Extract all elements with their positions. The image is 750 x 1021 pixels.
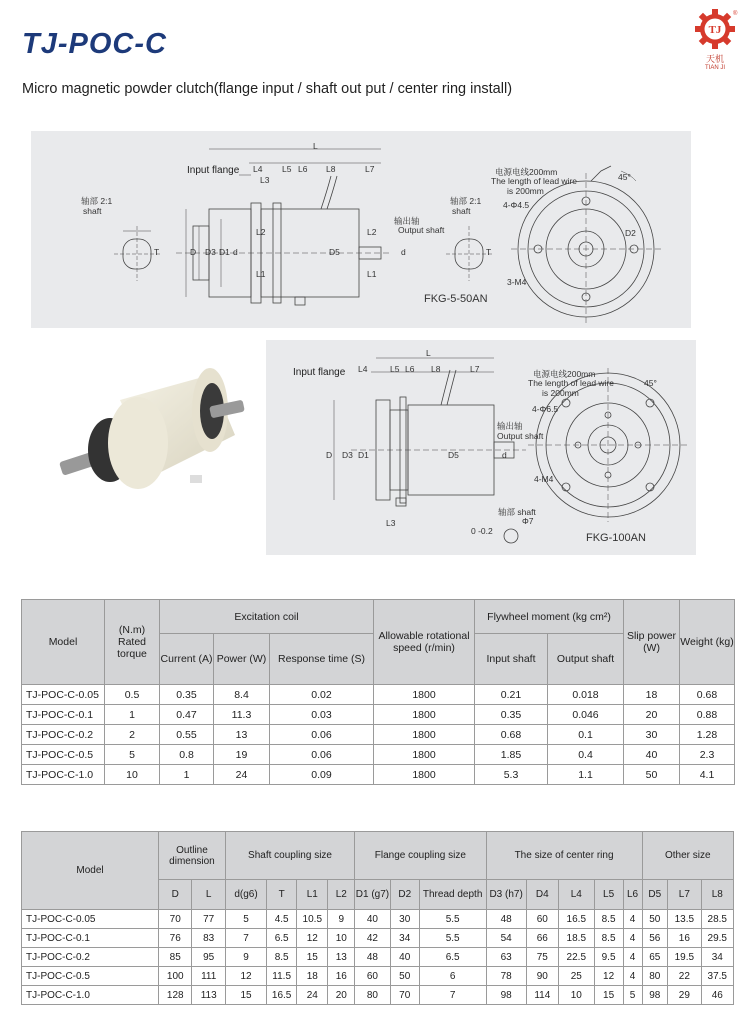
table-row <box>22 986 734 1005</box>
table-cell: 16 <box>328 967 355 986</box>
svg-text:®: ® <box>733 11 738 17</box>
col-power: Power (W) <box>214 634 270 685</box>
table-cell: 15 <box>297 948 328 967</box>
dim-l5: L5 <box>282 164 292 174</box>
table-cell: 30 <box>624 725 680 745</box>
dim-d-output: d <box>401 247 406 257</box>
col2-sub-header: L5 <box>594 880 623 910</box>
table-cell: 4.5 <box>267 910 297 929</box>
lead-wire-en1: The length of lead wire <box>491 176 577 186</box>
key-label: Φ7 <box>522 516 534 526</box>
col2-sub-header: D2 <box>390 880 419 910</box>
dimension-spec-table <box>21 831 734 1005</box>
table-cell: 19.5 <box>668 948 701 967</box>
dim2-d-output: d <box>502 450 507 460</box>
table-cell: 16.5 <box>558 910 594 929</box>
col2-sub-header: L1 <box>297 880 328 910</box>
col-model: Model <box>22 600 105 685</box>
table-cell: 30 <box>390 910 419 929</box>
dim-l4: L4 <box>253 164 263 174</box>
table-cell: 4.1 <box>680 765 735 785</box>
dim-t-right: T <box>486 247 492 257</box>
table-cell: 48 <box>486 910 526 929</box>
table-cell: 60 <box>526 910 558 929</box>
table-cell: 4 <box>623 929 642 948</box>
table-cell: 70 <box>159 910 192 929</box>
table-row <box>22 910 734 929</box>
technical-drawing-fkg-5-50an <box>31 131 691 328</box>
col2-model: Model <box>22 832 159 910</box>
table-cell: 0.5 <box>105 685 160 705</box>
table-cell: 20 <box>624 705 680 725</box>
dim-l1: L1 <box>256 269 266 279</box>
table-cell: 8.5 <box>594 910 623 929</box>
lead-wire2-en1: The length of lead wire <box>528 378 614 388</box>
table-cell: 70 <box>390 986 419 1005</box>
table-cell: 50 <box>390 967 419 986</box>
col2-sub-header: L6 <box>623 880 642 910</box>
table-cell: 0.35 <box>160 685 214 705</box>
table-cell: 4 <box>623 967 642 986</box>
table-cell: 16.5 <box>267 986 297 1005</box>
table-cell: 1800 <box>374 685 475 705</box>
col2-flange: Flange coupling size <box>355 832 486 880</box>
shaft-label-left-en: shaft <box>83 206 102 216</box>
dim2-d3: D3 <box>342 450 353 460</box>
col2-sub-header: L8 <box>701 880 733 910</box>
table-cell: 10 <box>328 929 355 948</box>
page-subtitle: Micro magnetic powder clutch(flange input / shaft out put / center ring install) <box>22 81 513 97</box>
table-cell: 95 <box>192 948 225 967</box>
dim2-d5: D5 <box>448 450 459 460</box>
tolerance-label: 0 -0.2 <box>471 526 493 536</box>
model-label-fkg-100an: FKG-100AN <box>586 532 646 544</box>
col2-sub-header: D5 <box>642 880 668 910</box>
col-response: Response time (S) <box>270 634 374 685</box>
model-cell: TJ-POC-C-0.5 <box>22 745 105 765</box>
dim-l7: L7 <box>365 164 375 174</box>
table-cell: 10 <box>105 765 160 785</box>
table-cell: 63 <box>486 948 526 967</box>
table-cell: 5 <box>623 986 642 1005</box>
dim2-l5: L5 <box>390 364 400 374</box>
table-cell: 11.5 <box>267 967 297 986</box>
dim-d3: D3 <box>205 247 216 257</box>
col2-sub-header: L2 <box>328 880 355 910</box>
model-cell: TJ-POC-C-0.05 <box>22 910 159 929</box>
screws-label: 3-M4 <box>507 277 527 287</box>
shaft-label-left: 轴部 2:1 <box>81 196 113 206</box>
shaft-label-right-en: shaft <box>452 206 471 216</box>
table-cell: 37.5 <box>701 967 733 986</box>
table-cell: 1.1 <box>548 765 624 785</box>
logo-english-name: TIAN JI <box>704 65 725 71</box>
table-row <box>22 705 735 725</box>
shaft-label-right: 轴部 2:1 <box>450 196 482 206</box>
table-cell: 75 <box>526 948 558 967</box>
shaft2-label: 轴部 shaft <box>498 507 536 517</box>
table-cell: 2 <box>105 725 160 745</box>
col-speed: Allowable rotational speed (r/min) <box>374 600 475 685</box>
table-cell: 83 <box>192 929 225 948</box>
input-flange-label-2: Input flange <box>293 367 346 378</box>
table-cell: 13 <box>328 948 355 967</box>
table-cell: 5.5 <box>419 910 486 929</box>
table-cell: 18 <box>624 685 680 705</box>
table-row <box>22 948 734 967</box>
table-cell: 0.06 <box>270 725 374 745</box>
svg-text:TJ: TJ <box>708 24 722 36</box>
dim-t-left: T <box>154 247 160 257</box>
table-cell: 12 <box>594 967 623 986</box>
col2-sub-header: D3 (h7) <box>486 880 526 910</box>
table-cell: 80 <box>355 986 391 1005</box>
table-cell: 40 <box>390 948 419 967</box>
table-cell: 76 <box>159 929 192 948</box>
table-cell: 10 <box>558 986 594 1005</box>
input-flange-label-1: Input flange <box>187 165 240 176</box>
table-cell: 0.47 <box>160 705 214 725</box>
table-cell: 34 <box>390 929 419 948</box>
table-cell: 0.02 <box>270 685 374 705</box>
table-cell: 9 <box>225 948 266 967</box>
table-cell: 0.1 <box>548 725 624 745</box>
table-cell: 9.5 <box>594 948 623 967</box>
table-cell: 1.28 <box>680 725 735 745</box>
output-shaft2-en: Output shaft <box>497 431 544 441</box>
table-cell: 1800 <box>374 725 475 745</box>
table-cell: 29.5 <box>701 929 733 948</box>
lead-wire-en2: is 200mm <box>507 186 544 196</box>
dim-d2: D2 <box>625 228 636 238</box>
lead-wire-cn: 电源电线200mm <box>495 167 558 177</box>
table-cell: 5.5 <box>419 929 486 948</box>
table-cell: 7 <box>225 929 266 948</box>
table-cell: 6.5 <box>419 948 486 967</box>
model-cell: TJ-POC-C-1.0 <box>22 986 159 1005</box>
table-cell: 5 <box>225 910 266 929</box>
model-cell: TJ-POC-C-0.2 <box>22 948 159 967</box>
table-cell: 19 <box>214 745 270 765</box>
table-cell: 8.5 <box>267 948 297 967</box>
table-cell: 0.68 <box>680 685 735 705</box>
model-cell: TJ-POC-C-0.5 <box>22 967 159 986</box>
col-output-shaft: Output shaft <box>548 634 624 685</box>
table-cell: 15 <box>225 986 266 1005</box>
logo-chinese-name: 天机 <box>705 55 724 65</box>
table-cell: 5 <box>105 745 160 765</box>
model-label-fkg-5-50an: FKG-5-50AN <box>424 293 488 305</box>
table-cell: 42 <box>355 929 391 948</box>
table-cell: 8.4 <box>214 685 270 705</box>
table-cell: 77 <box>192 910 225 929</box>
table-cell: 1 <box>160 765 214 785</box>
table-cell: 9 <box>328 910 355 929</box>
dim-l8: L8 <box>326 164 336 174</box>
table-row <box>22 929 734 948</box>
table-cell: 20 <box>328 986 355 1005</box>
dim2-d: D <box>326 450 333 460</box>
dim-d5: D5 <box>329 247 340 257</box>
table-row <box>22 725 735 745</box>
table-cell: 13.5 <box>668 910 701 929</box>
table-cell: 4 <box>623 910 642 929</box>
col2-other: Other size <box>642 832 733 880</box>
model-cell: TJ-POC-C-1.0 <box>22 765 105 785</box>
holes2-label: 4-Φ6.5 <box>532 404 559 414</box>
table-cell: 90 <box>526 967 558 986</box>
brand-logo <box>694 8 736 70</box>
table-cell: 18 <box>297 967 328 986</box>
output-shaft2-cn: 输出轴 <box>497 421 523 431</box>
table-cell: 4 <box>623 948 642 967</box>
table-cell: 113 <box>192 986 225 1005</box>
col2-sub-header: Thread depth <box>419 880 486 910</box>
table-cell: 50 <box>624 765 680 785</box>
table-cell: 1 <box>105 705 160 725</box>
table-cell: 0.046 <box>548 705 624 725</box>
table-cell: 0.03 <box>270 705 374 725</box>
table-cell: 22 <box>668 967 701 986</box>
table-cell: 56 <box>642 929 668 948</box>
table-cell: 24 <box>297 986 328 1005</box>
table-cell: 98 <box>486 986 526 1005</box>
col2-center: The size of center ring <box>486 832 642 880</box>
table-cell: 34 <box>701 948 733 967</box>
table-row <box>22 765 735 785</box>
performance-spec-table <box>21 599 735 785</box>
table-cell: 15 <box>594 986 623 1005</box>
table-cell: 25 <box>558 967 594 986</box>
table-cell: 46 <box>701 986 733 1005</box>
table-cell: 12 <box>225 967 266 986</box>
col2-sub-header: L <box>192 880 225 910</box>
table-cell: 40 <box>355 910 391 929</box>
table-cell: 6.5 <box>267 929 297 948</box>
dim-l6: L6 <box>298 164 308 174</box>
table-cell: 29 <box>668 986 701 1005</box>
table-cell: 0.55 <box>160 725 214 745</box>
col-torque: (N.m) Rated torque <box>105 600 160 685</box>
col2-sub-header: d(g6) <box>225 880 266 910</box>
table-cell: 0.8 <box>160 745 214 765</box>
table-cell: 22.5 <box>558 948 594 967</box>
dim-l2: L2 <box>256 227 266 237</box>
page-title: TJ-POC-C <box>22 28 167 60</box>
model-cell: TJ-POC-C-0.2 <box>22 725 105 745</box>
table-cell: 85 <box>159 948 192 967</box>
dim2-d1: D1 <box>358 450 369 460</box>
col2-sub-header: D4 <box>526 880 558 910</box>
table-cell: 50 <box>642 910 668 929</box>
table-cell: 0.68 <box>475 725 548 745</box>
model-cell: TJ-POC-C-0.1 <box>22 705 105 725</box>
table-cell: 100 <box>159 967 192 986</box>
col2-sub-header: D1 (g7) <box>355 880 391 910</box>
dim-l3: L3 <box>260 175 270 185</box>
angle-label: 45° <box>618 172 631 182</box>
col2-sub-header: D <box>159 880 192 910</box>
table-cell: 0.09 <box>270 765 374 785</box>
col2-shaft: Shaft coupling size <box>225 832 354 880</box>
table-cell: 1800 <box>374 705 475 725</box>
table-cell: 65 <box>642 948 668 967</box>
model-cell: TJ-POC-C-0.05 <box>22 685 105 705</box>
dim2-l6: L6 <box>405 364 415 374</box>
table-cell: 5.3 <box>475 765 548 785</box>
dim2-l8: L8 <box>431 364 441 374</box>
col-flywheel: Flywheel moment (kg cm²) <box>475 600 624 634</box>
table-cell: 60 <box>355 967 391 986</box>
table-cell: 66 <box>526 929 558 948</box>
col-current: Current (A) <box>160 634 214 685</box>
dim-d: D <box>190 247 197 257</box>
dim-l2-right: L2 <box>367 227 377 237</box>
table-cell: 2.3 <box>680 745 735 765</box>
table-row <box>22 967 734 986</box>
table-cell: 128 <box>159 986 192 1005</box>
dim-l: L <box>313 141 318 151</box>
table-cell: 40 <box>624 745 680 765</box>
table-cell: 0.88 <box>680 705 735 725</box>
table-cell: 11.3 <box>214 705 270 725</box>
table-cell: 0.21 <box>475 685 548 705</box>
col2-sub-header: L4 <box>558 880 594 910</box>
col-excitation: Excitation coil <box>160 600 374 634</box>
table-cell: 0.06 <box>270 745 374 765</box>
model-cell: TJ-POC-C-0.1 <box>22 929 159 948</box>
lead-wire2-cn: 电源电线200mm <box>533 369 596 379</box>
dim-d-small: d <box>233 247 238 257</box>
output-shaft-en: Output shaft <box>398 225 445 235</box>
table-cell: 0.018 <box>548 685 624 705</box>
table-cell: 1.85 <box>475 745 548 765</box>
table-cell: 13 <box>214 725 270 745</box>
angle2-label: 45° <box>644 378 657 388</box>
table-cell: 0.4 <box>548 745 624 765</box>
col2-sub-header: L7 <box>668 880 701 910</box>
col-input-shaft: Input shaft <box>475 634 548 685</box>
table-cell: 54 <box>486 929 526 948</box>
dim-l1-right: L1 <box>367 269 377 279</box>
table-cell: 0.35 <box>475 705 548 725</box>
product-photo <box>60 355 250 505</box>
output-shaft-cn: 输出轴 <box>394 216 420 226</box>
col-slip: Slip power (W) <box>624 600 680 685</box>
table-cell: 1800 <box>374 745 475 765</box>
table-cell: 16 <box>668 929 701 948</box>
dim2-l7: L7 <box>470 364 480 374</box>
table-cell: 48 <box>355 948 391 967</box>
table-cell: 78 <box>486 967 526 986</box>
table-cell: 8.5 <box>594 929 623 948</box>
table-cell: 24 <box>214 765 270 785</box>
table-cell: 12 <box>297 929 328 948</box>
dim-d1: D1 <box>219 247 230 257</box>
screws2-label: 4-M4 <box>534 474 554 484</box>
dim2-l3: L3 <box>386 518 396 528</box>
gear-logo-icon <box>694 8 736 50</box>
table-cell: 18.5 <box>558 929 594 948</box>
table-cell: 28.5 <box>701 910 733 929</box>
dim2-l4: L4 <box>358 364 368 374</box>
table-row <box>22 745 735 765</box>
table-cell: 7 <box>419 986 486 1005</box>
table-cell: 6 <box>419 967 486 986</box>
col2-sub-header: T <box>267 880 297 910</box>
table-row <box>22 685 735 705</box>
table-cell: 111 <box>192 967 225 986</box>
col-weight: Weight (kg) <box>680 600 735 685</box>
lead-wire2-en2: is 200mm <box>542 388 579 398</box>
holes-label: 4-Φ4.5 <box>503 200 530 210</box>
table-cell: 98 <box>642 986 668 1005</box>
table-cell: 1800 <box>374 765 475 785</box>
table-cell: 80 <box>642 967 668 986</box>
table-cell: 10.5 <box>297 910 328 929</box>
col2-outline: Outline dimension <box>159 832 226 880</box>
dim2-l: L <box>426 348 431 358</box>
table-cell: 114 <box>526 986 558 1005</box>
